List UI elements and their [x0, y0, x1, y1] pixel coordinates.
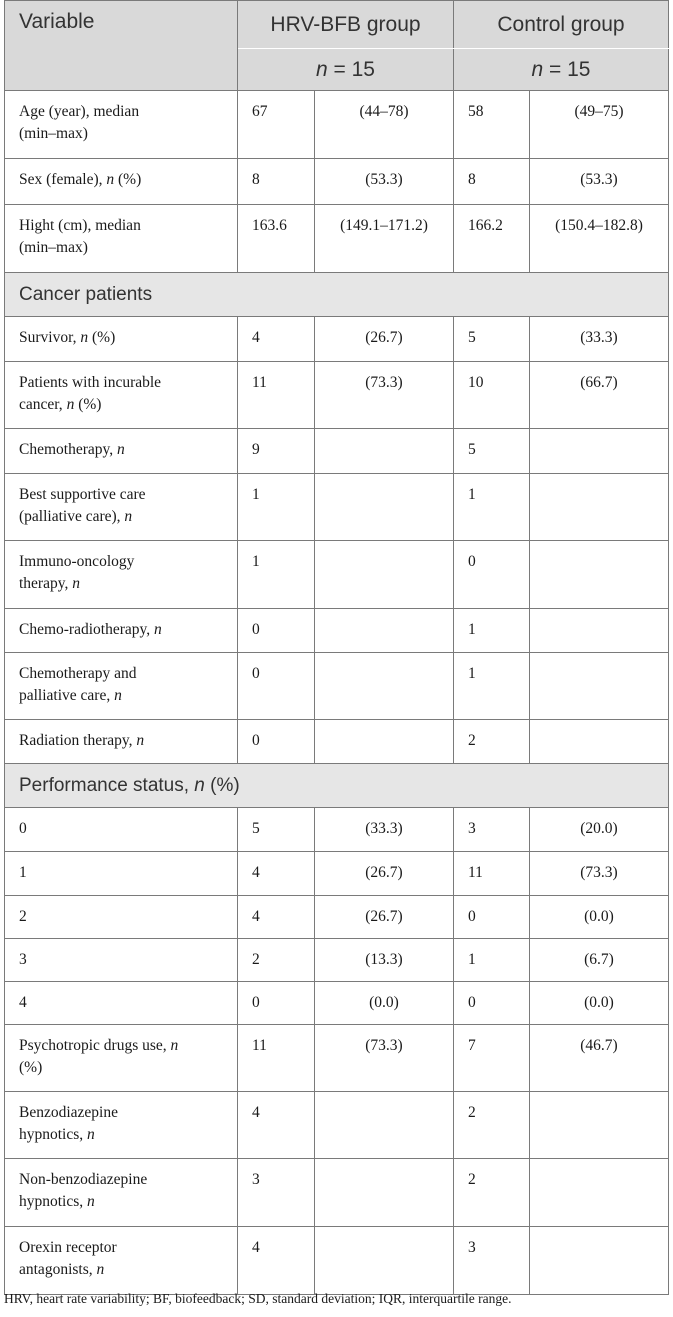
- control-percent: [530, 429, 669, 474]
- header-hrv-bfb-group: HRV-BFB group: [238, 1, 454, 49]
- control-value: 5: [454, 429, 530, 474]
- control-percent: (46.7): [530, 1025, 669, 1092]
- row-label: 3: [5, 939, 238, 982]
- control-percent: (0.0): [530, 896, 669, 939]
- control-value: 8: [454, 159, 530, 205]
- section-row: [5, 764, 669, 808]
- table-row: [5, 541, 669, 609]
- table-row: [5, 808, 669, 852]
- row-label: Benzodiazepine hypnotics, n: [5, 1092, 238, 1159]
- section-heading: Performance status, n (%): [5, 764, 669, 808]
- table-header: [5, 1, 669, 91]
- table-row: [5, 1092, 669, 1159]
- hrv-percent: [315, 1227, 454, 1295]
- row-label: Radiation therapy, n: [5, 720, 238, 764]
- control-percent: [530, 1159, 669, 1227]
- hrv-value: 67: [238, 91, 315, 159]
- hrv-percent: [315, 653, 454, 720]
- table-row: [5, 896, 669, 939]
- control-percent: [530, 474, 669, 541]
- hrv-percent: (0.0): [315, 982, 454, 1025]
- table-row: [5, 474, 669, 541]
- table-row: [5, 720, 669, 764]
- hrv-percent: [315, 541, 454, 609]
- hrv-value: 0: [238, 653, 315, 720]
- control-percent: [530, 1227, 669, 1295]
- table-row: [5, 362, 669, 429]
- control-percent: (73.3): [530, 852, 669, 896]
- hrv-value: 5: [238, 808, 315, 852]
- hrv-value: 0: [238, 982, 315, 1025]
- table-body: [5, 91, 669, 1295]
- control-value: 2: [454, 1092, 530, 1159]
- control-percent: [530, 609, 669, 653]
- hrv-percent: (53.3): [315, 159, 454, 205]
- row-label: Age (year), median (min–max): [5, 91, 238, 159]
- header-control-group: Control group: [454, 1, 669, 49]
- hrv-value: 0: [238, 609, 315, 653]
- table-row: [5, 653, 669, 720]
- control-value: 7: [454, 1025, 530, 1092]
- control-percent: (6.7): [530, 939, 669, 982]
- hrv-value: 8: [238, 159, 315, 205]
- hrv-value: 2: [238, 939, 315, 982]
- hrv-value: 1: [238, 474, 315, 541]
- control-percent: (20.0): [530, 808, 669, 852]
- row-label: Chemo-radiotherapy, n: [5, 609, 238, 653]
- row-label: Patients with incurable cancer, n (%): [5, 362, 238, 429]
- hrv-value: 4: [238, 896, 315, 939]
- table-row: [5, 317, 669, 362]
- row-label: 0: [5, 808, 238, 852]
- table-row: [5, 982, 669, 1025]
- table-row: [5, 1025, 669, 1092]
- hrv-percent: (26.7): [315, 852, 454, 896]
- hrv-value: 3: [238, 1159, 315, 1227]
- hrv-value: 0: [238, 720, 315, 764]
- control-percent: (0.0): [530, 982, 669, 1025]
- table-row: [5, 852, 669, 896]
- row-label: Non-benzodiazepine hypnotics, n: [5, 1159, 238, 1227]
- row-label: Survivor, n (%): [5, 317, 238, 362]
- control-value: 10: [454, 362, 530, 429]
- hrv-value: 4: [238, 317, 315, 362]
- control-percent: (49–75): [530, 91, 669, 159]
- control-value: 2: [454, 720, 530, 764]
- control-percent: (53.3): [530, 159, 669, 205]
- hrv-percent: (13.3): [315, 939, 454, 982]
- characteristics-table: [4, 0, 669, 1295]
- row-label: Best supportive care (palliative care), n: [5, 474, 238, 541]
- control-value: 58: [454, 91, 530, 159]
- control-percent: [530, 720, 669, 764]
- table-footnote: HRV, heart rate variability; BF, biofeedback; SD, standard deviation; IQR, interquartile range.: [4, 1291, 512, 1306]
- control-value: 1: [454, 609, 530, 653]
- control-percent: (66.7): [530, 362, 669, 429]
- control-value: 166.2: [454, 205, 530, 273]
- control-percent: [530, 541, 669, 609]
- control-value: 1: [454, 939, 530, 982]
- hrv-value: 11: [238, 362, 315, 429]
- header-variable: Variable: [5, 1, 238, 91]
- table-row: [5, 205, 669, 273]
- hrv-percent: (26.7): [315, 896, 454, 939]
- hrv-value: 11: [238, 1025, 315, 1092]
- control-value: 5: [454, 317, 530, 362]
- hrv-percent: (149.1–171.2): [315, 205, 454, 273]
- control-value: 2: [454, 1159, 530, 1227]
- control-value: 3: [454, 1227, 530, 1295]
- row-label: Chemotherapy and palliative care, n: [5, 653, 238, 720]
- control-value: 0: [454, 896, 530, 939]
- row-label: 2: [5, 896, 238, 939]
- table-row: [5, 1159, 669, 1227]
- control-value: 11: [454, 852, 530, 896]
- row-label: Chemotherapy, n: [5, 429, 238, 474]
- hrv-percent: (33.3): [315, 808, 454, 852]
- control-value: 0: [454, 541, 530, 609]
- control-percent: [530, 653, 669, 720]
- header-n-control: n = 15: [454, 49, 669, 91]
- hrv-value: 4: [238, 852, 315, 896]
- hrv-percent: (73.3): [315, 362, 454, 429]
- hrv-percent: [315, 474, 454, 541]
- row-label: 1: [5, 852, 238, 896]
- hrv-percent: [315, 609, 454, 653]
- hrv-value: 9: [238, 429, 315, 474]
- table-row: [5, 609, 669, 653]
- header-n-hrv-bfb: n = 15: [238, 49, 454, 91]
- control-value: 1: [454, 653, 530, 720]
- table-row: [5, 91, 669, 159]
- table-row: [5, 939, 669, 982]
- row-label: Orexin receptor antagonists, n: [5, 1227, 238, 1295]
- hrv-value: 4: [238, 1227, 315, 1295]
- row-label: Sex (female), n (%): [5, 159, 238, 205]
- table-row: [5, 1227, 669, 1295]
- section-row: [5, 273, 669, 317]
- control-value: 3: [454, 808, 530, 852]
- hrv-percent: [315, 429, 454, 474]
- control-value: 0: [454, 982, 530, 1025]
- table-row: [5, 429, 669, 474]
- hrv-value: 163.6: [238, 205, 315, 273]
- hrv-percent: [315, 720, 454, 764]
- control-percent: (33.3): [530, 317, 669, 362]
- row-label: Immuno-oncology therapy, n: [5, 541, 238, 609]
- hrv-percent: [315, 1092, 454, 1159]
- hrv-value: 4: [238, 1092, 315, 1159]
- section-heading: Cancer patients: [5, 273, 669, 317]
- hrv-percent: (26.7): [315, 317, 454, 362]
- hrv-value: 1: [238, 541, 315, 609]
- hrv-percent: (44–78): [315, 91, 454, 159]
- control-percent: [530, 1092, 669, 1159]
- control-value: 1: [454, 474, 530, 541]
- hrv-percent: [315, 1159, 454, 1227]
- control-percent: (150.4–182.8): [530, 205, 669, 273]
- hrv-percent: (73.3): [315, 1025, 454, 1092]
- table-row: [5, 159, 669, 205]
- row-label: Hight (cm), median (min–max): [5, 205, 238, 273]
- row-label: Psychotropic drugs use, n (%): [5, 1025, 238, 1092]
- row-label: 4: [5, 982, 238, 1025]
